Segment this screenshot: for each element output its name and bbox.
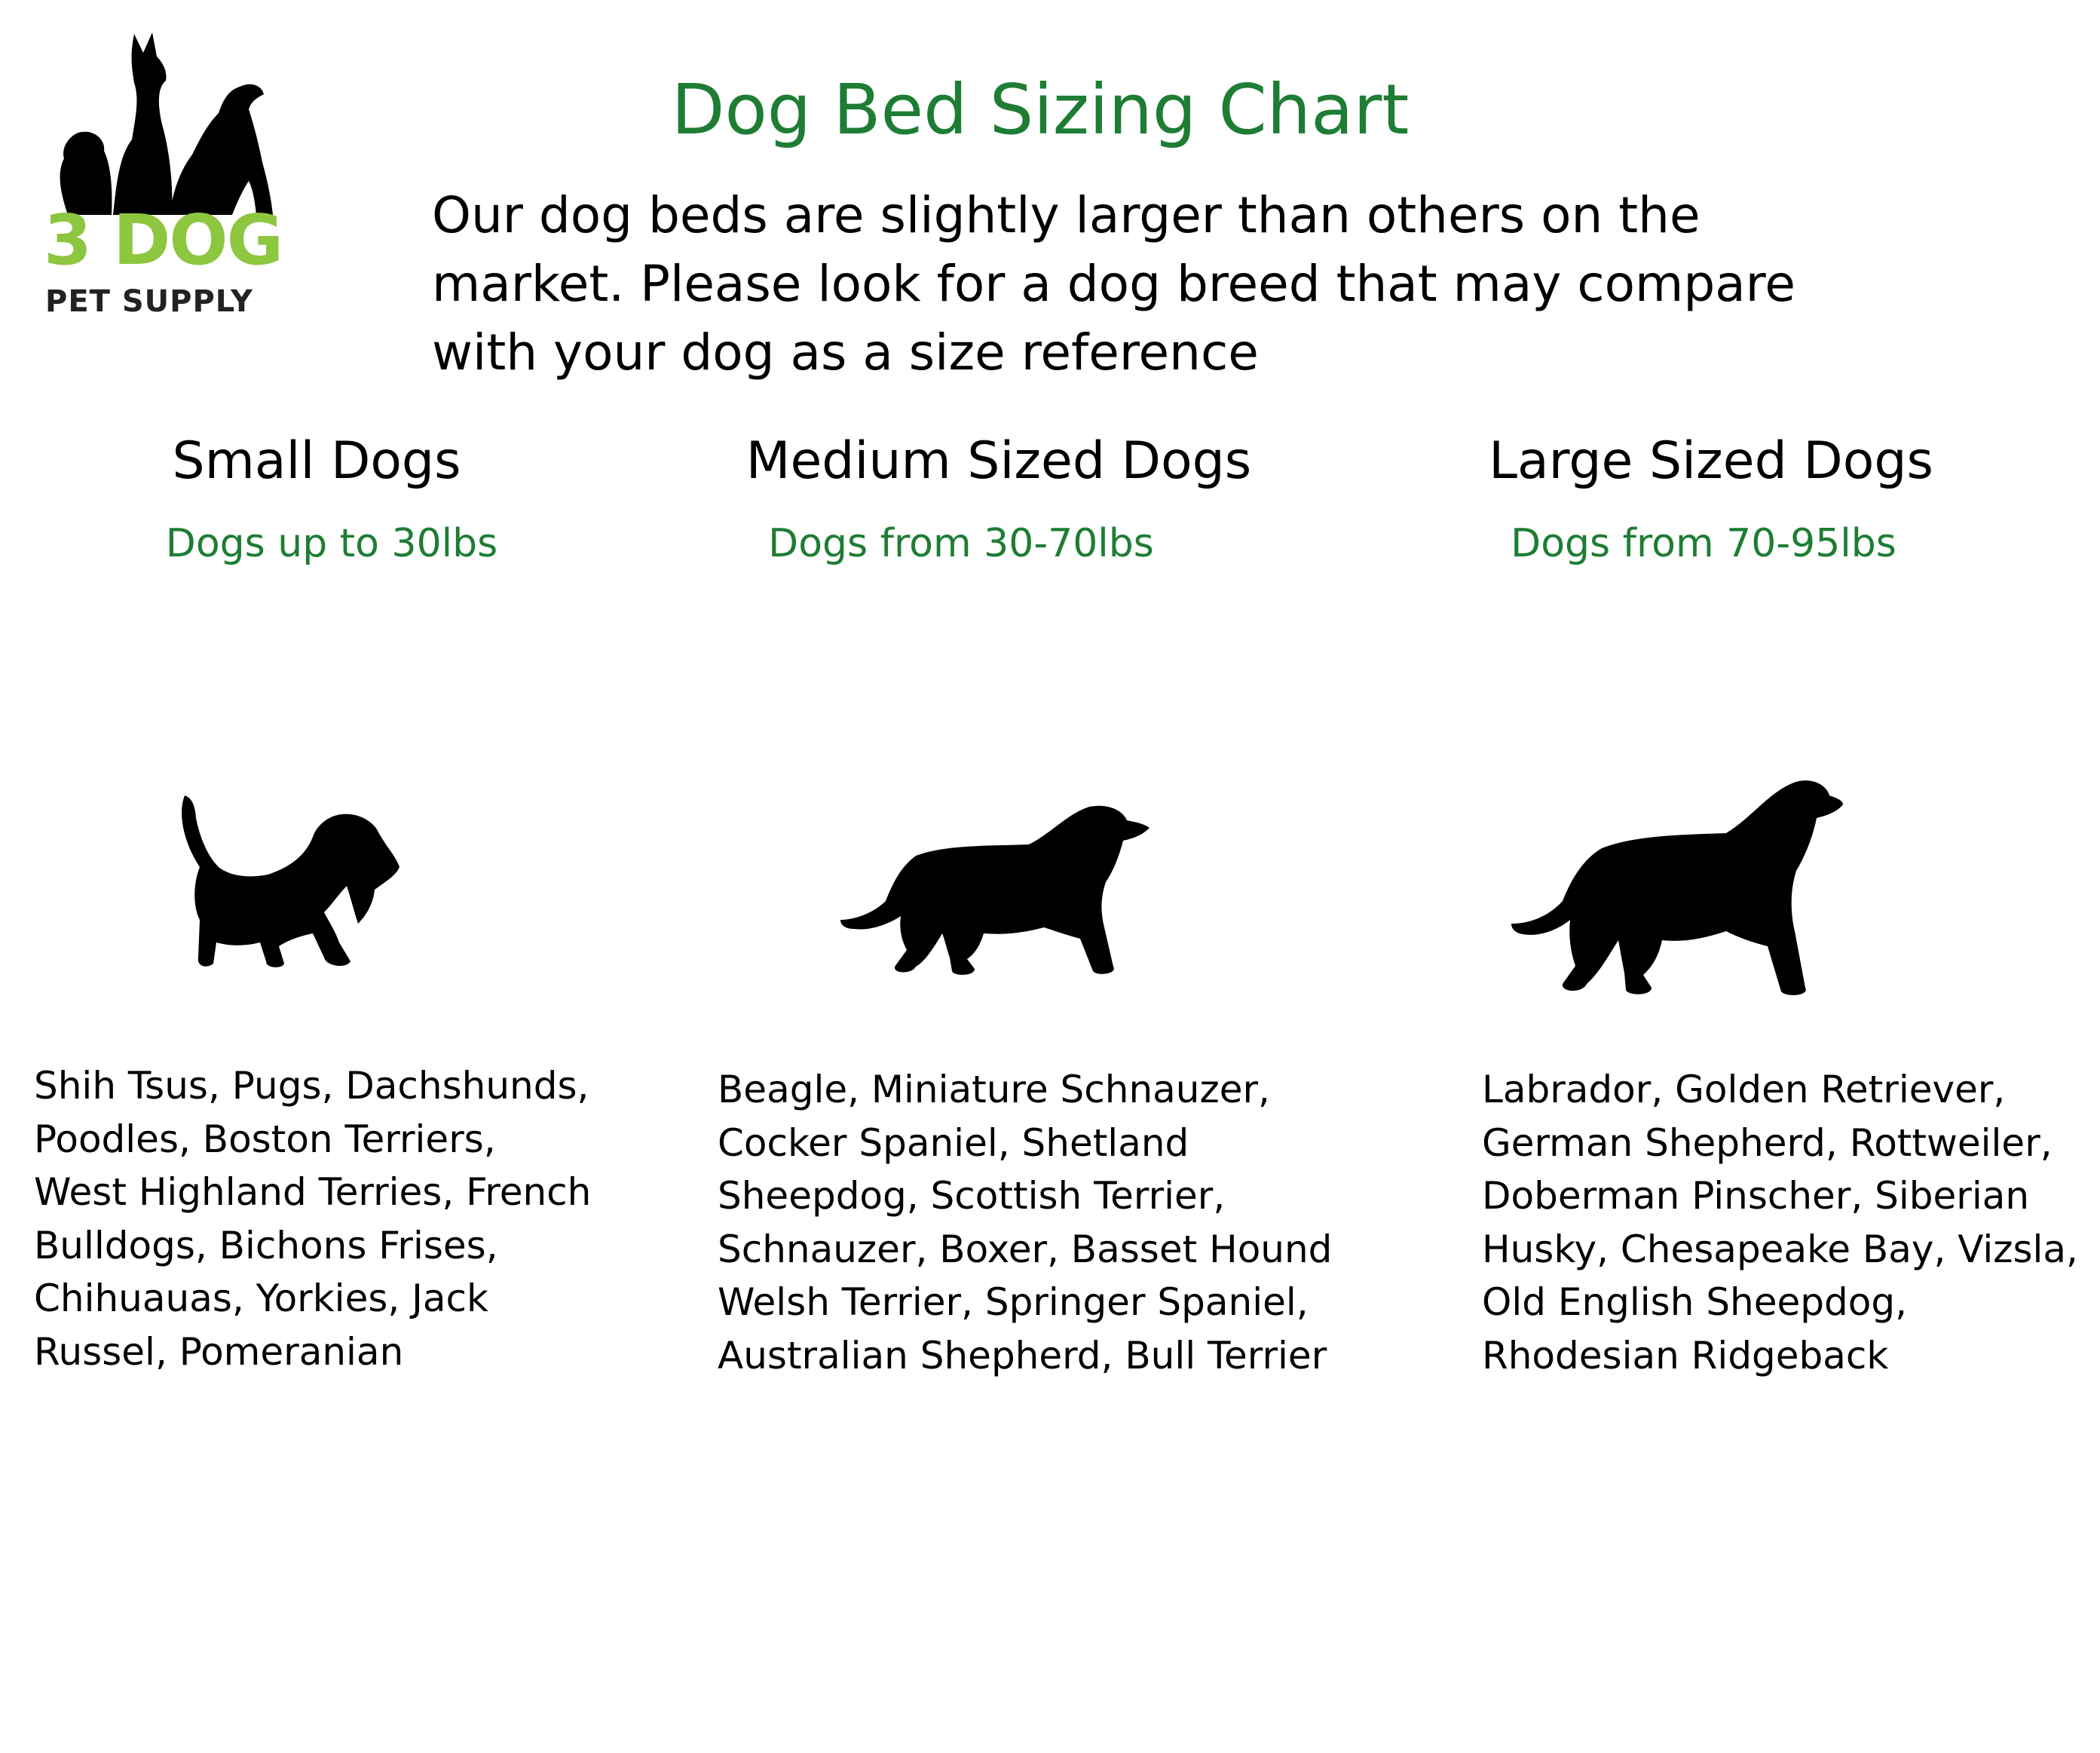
breed-line: Rhodesian Ridgeback [1482, 1333, 1889, 1378]
intro-line: Our dog beds are slightly larger than others on the [432, 186, 1701, 244]
small-dogs-breed-list [34, 1059, 591, 1378]
three-dogs-silhouette-icon [38, 26, 286, 215]
breed-line: Poodles, Boston Terriers, [34, 1117, 496, 1161]
breed-line: Old English Sheepdog, [1482, 1280, 1907, 1324]
intro-line: with your dog as a size reference [432, 323, 1259, 382]
breed-line: Sheepdog, Scottish Terrier, [718, 1174, 1226, 1218]
large-dogs-breed-list [1482, 1063, 2078, 1382]
breed-line: Husky, Chesapeake Bay, Vizsla, [1482, 1227, 2078, 1271]
medium-dogs-weight-range: Dogs from 30-70lbs [768, 521, 1154, 566]
retriever-silhouette-icon [840, 799, 1157, 980]
intro-line: market. Please look for a dog breed that may compare [432, 255, 1795, 313]
small-dogs-heading: Small Dogs [172, 431, 461, 491]
logo-brand-tagline: PET SUPPLY [45, 284, 253, 319]
basset-hound-silhouette-icon [177, 792, 418, 973]
logo-brand-name: 3 DOG [44, 200, 283, 280]
large-dogs-heading: Large Sized Dogs [1489, 431, 1933, 491]
breed-line: Chihuauas, Yorkies, Jack [34, 1276, 489, 1320]
breed-line: Beagle, Miniature Schnauzer, [718, 1068, 1270, 1111]
medium-dogs-heading: Medium Sized Dogs [745, 431, 1252, 491]
breed-line: Bulldogs, Bichons Frises, [34, 1223, 498, 1267]
breed-line: Russel, Pomeranian [34, 1329, 404, 1374]
breed-line: Welsh Terrier, Springer Spaniel, [718, 1280, 1309, 1324]
breed-line: Australian Shepherd, Bull Terrier [718, 1333, 1327, 1378]
breed-line: Schnauzer, Boxer, Basset Hound [718, 1227, 1333, 1271]
breed-line: Cocker Spaniel, Shetland [718, 1120, 1189, 1165]
breed-line: German Shepherd, Rottweiler, [1482, 1120, 2053, 1165]
small-dogs-weight-range: Dogs up to 30lbs [165, 521, 498, 566]
medium-dogs-breed-list [718, 1063, 1332, 1382]
breed-line: Doberman Pinscher, Siberian [1482, 1174, 2030, 1218]
brand-logo [38, 26, 286, 319]
large-dogs-weight-range: Dogs from 70-95lbs [1511, 521, 1896, 566]
breed-line: Shih Tsus, Pugs, Dachshunds, [34, 1064, 589, 1108]
large-retriever-silhouette-icon [1511, 773, 1843, 999]
breed-line: Labrador, Golden Retriever, [1482, 1068, 2006, 1111]
intro-paragraph [432, 181, 2053, 387]
breed-line: West Highland Terries, French [34, 1170, 592, 1214]
page-title: Dog Bed Sizing Chart [671, 69, 1410, 150]
